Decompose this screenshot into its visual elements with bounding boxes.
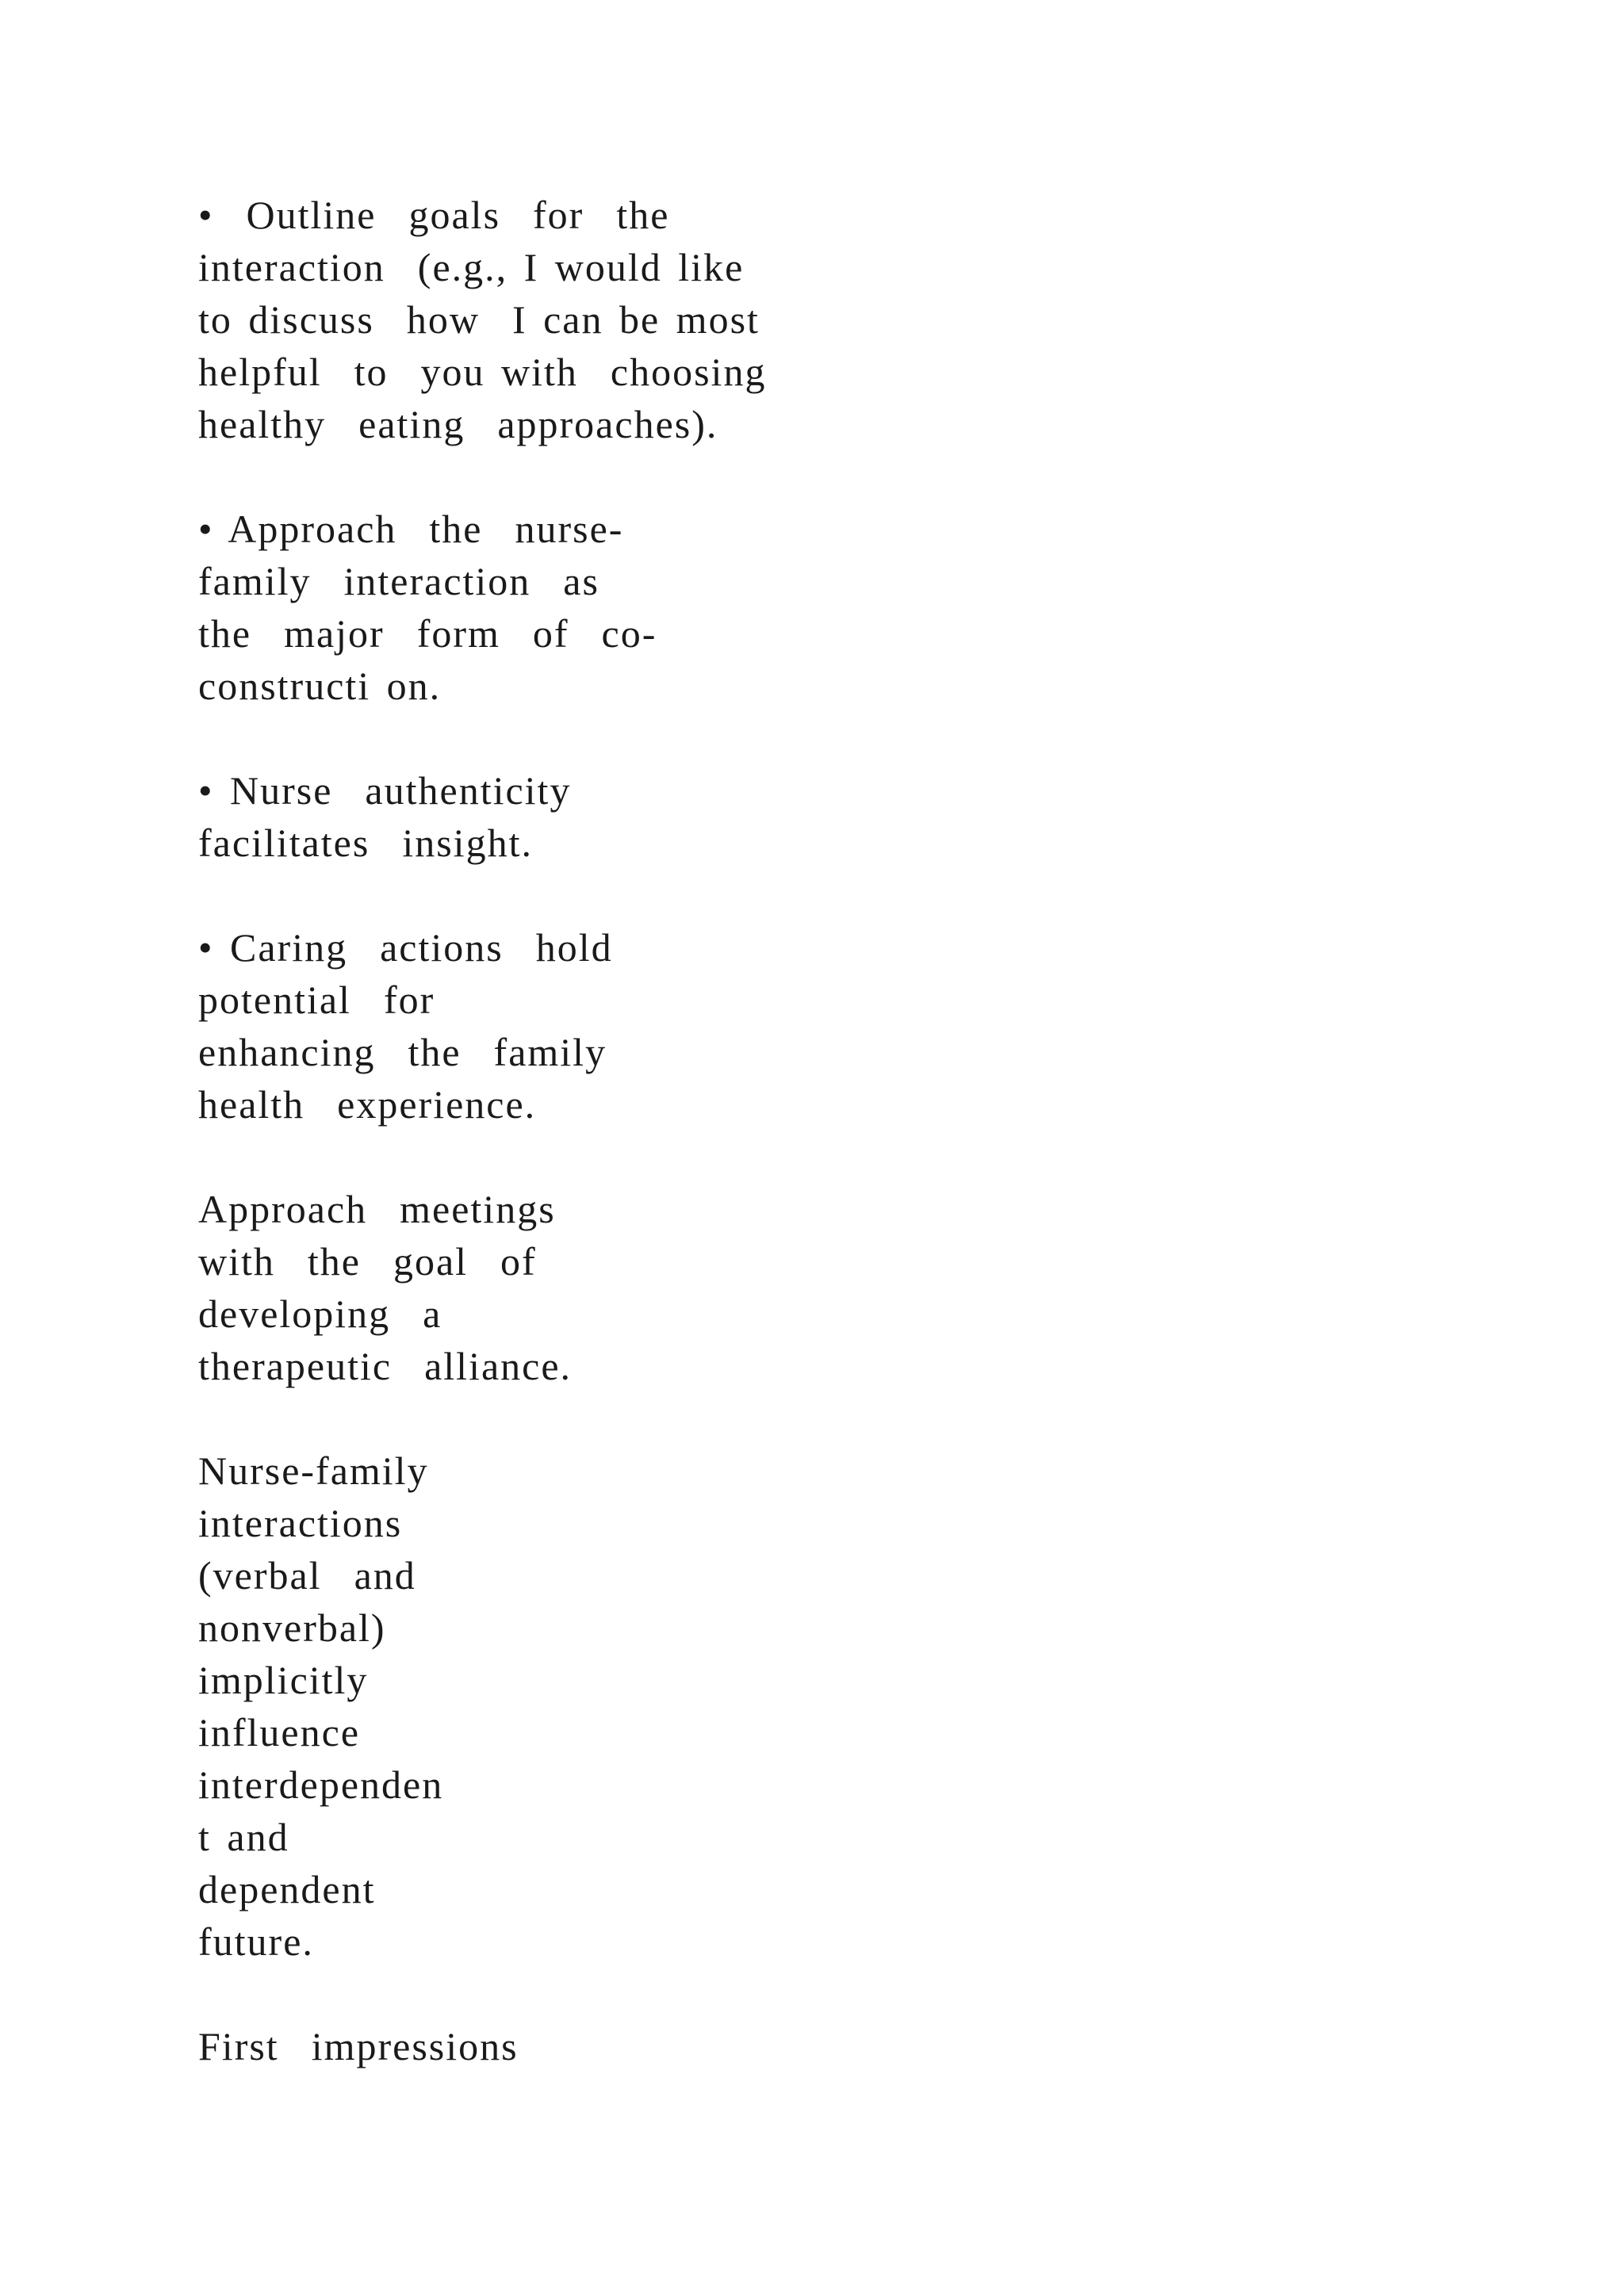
text-line: nonverbal) bbox=[198, 1605, 386, 1650]
text-line: interaction (e.g., I would like bbox=[198, 245, 745, 289]
text-line: family interaction as bbox=[198, 559, 599, 603]
text-line: therapeutic alliance. bbox=[198, 1344, 573, 1388]
paragraph-approach-meetings bbox=[198, 1183, 912, 1392]
text-line: potential for bbox=[198, 978, 435, 1022]
text-line: to discuss how I can be most bbox=[198, 297, 760, 342]
text-line: (verbal and bbox=[198, 1553, 416, 1598]
paragraph-nurse-family-interactions bbox=[198, 1445, 912, 1968]
text-line: facilitates insight. bbox=[198, 821, 533, 865]
text-line: • Outline goals for the bbox=[198, 193, 670, 237]
text-line: interdependen bbox=[198, 1762, 444, 1807]
text-line: implicitly bbox=[198, 1658, 369, 1702]
text-line: health experience. bbox=[198, 1082, 537, 1127]
text-line: t and bbox=[198, 1815, 289, 1859]
paragraph-first-impressions bbox=[198, 2020, 912, 2072]
paragraph-nurse-authenticity bbox=[198, 764, 912, 869]
text-column bbox=[198, 189, 912, 2125]
text-line: healthy eating approaches). bbox=[198, 402, 718, 446]
text-line: Approach meetings bbox=[198, 1187, 556, 1231]
text-line: enhancing the family bbox=[198, 1030, 607, 1074]
text-line: the major form of co- bbox=[198, 611, 657, 656]
text-line: helpful to you with choosing bbox=[198, 350, 767, 394]
text-line: influence bbox=[198, 1710, 361, 1755]
paragraph-approach-interaction bbox=[198, 503, 912, 712]
text-line: developing a bbox=[198, 1292, 442, 1336]
text-line: with the goal of bbox=[198, 1239, 537, 1284]
text-line: future. bbox=[198, 1919, 314, 1964]
paragraph-outline-goals bbox=[198, 189, 912, 450]
text-line: interactions bbox=[198, 1501, 403, 1545]
text-line: Nurse-family bbox=[198, 1448, 429, 1493]
text-line: dependent bbox=[198, 1867, 376, 1911]
text-line: • Nurse authenticity bbox=[198, 768, 572, 813]
text-line: constructi on. bbox=[198, 664, 442, 708]
text-line: First impressions bbox=[198, 2024, 519, 2068]
text-line: • Approach the nurse- bbox=[198, 507, 624, 551]
text-line: • Caring actions hold bbox=[198, 925, 613, 970]
paragraph-caring-actions bbox=[198, 921, 912, 1131]
